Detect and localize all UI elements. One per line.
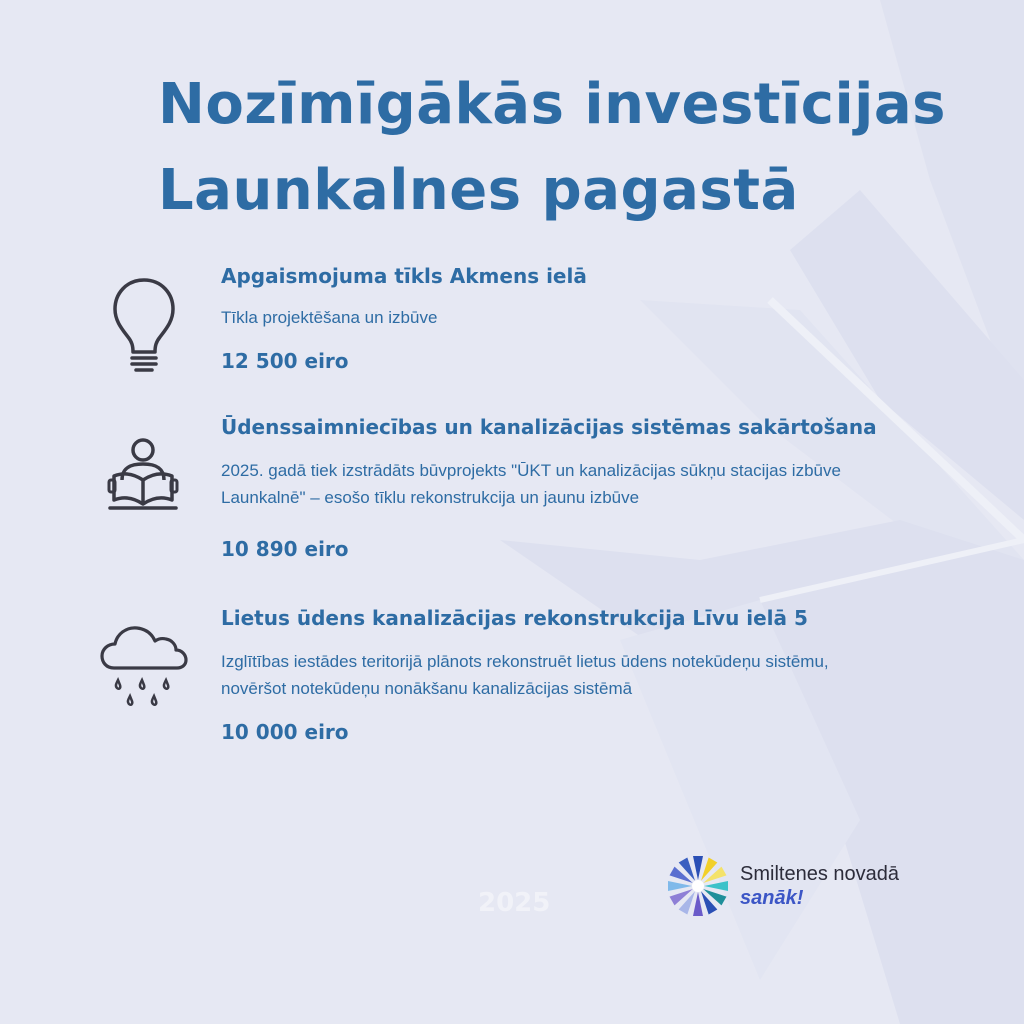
reading-person-icon: [106, 436, 180, 512]
item-3-description: Izglītības iestādes teritorijā plānots rekonstruēt lietus ūdens notekūdeņu sistēmu, novēršot notekūdeņu nonākšanu kanalizācijas sistēmā: [221, 652, 829, 698]
logo-line-1: Smiltenes novadā: [740, 863, 899, 885]
lightbulb-icon: [110, 276, 178, 376]
item-2-title: Ūdenssaimniecības un kanalizācijas sistēmas sakārtošana: [221, 415, 877, 439]
logo-text: [740, 862, 899, 910]
title-line-1: Nozīmīgākās investīcijas: [158, 72, 946, 137]
item-1-description: Tīkla projektēšana un izbūve: [221, 308, 438, 327]
page-title: [158, 62, 978, 234]
title-line-2: Launkalnes pagastā: [158, 158, 799, 223]
item-2-description: 2025. gadā tiek izstrādāts būvprojekts "ŪKT un kanalizācijas sūkņu stacijas izbūve Launkalnē" – esošo tīklu rekonstrukcija un jaunu izbūve: [221, 461, 841, 507]
year-label: 2025: [478, 888, 551, 918]
item-2-price: 10 890 eiro: [221, 537, 349, 561]
item-1-title: Apgaismojuma tīkls Akmens ielā: [221, 264, 587, 288]
rain-cloud-icon: [100, 622, 188, 712]
investment-item-1: [221, 262, 981, 375]
item-3-price: 10 000 eiro: [221, 720, 349, 744]
smiltene-logo-icon: [660, 848, 736, 924]
logo-line-2: sanāk!: [740, 887, 804, 909]
item-3-title: Lietus ūdens kanalizācijas rekonstrukcija Līvu ielā 5: [221, 606, 808, 630]
investment-item-3: [221, 604, 981, 746]
investment-item-2: [221, 413, 981, 563]
item-1-price: 12 500 eiro: [221, 349, 349, 373]
